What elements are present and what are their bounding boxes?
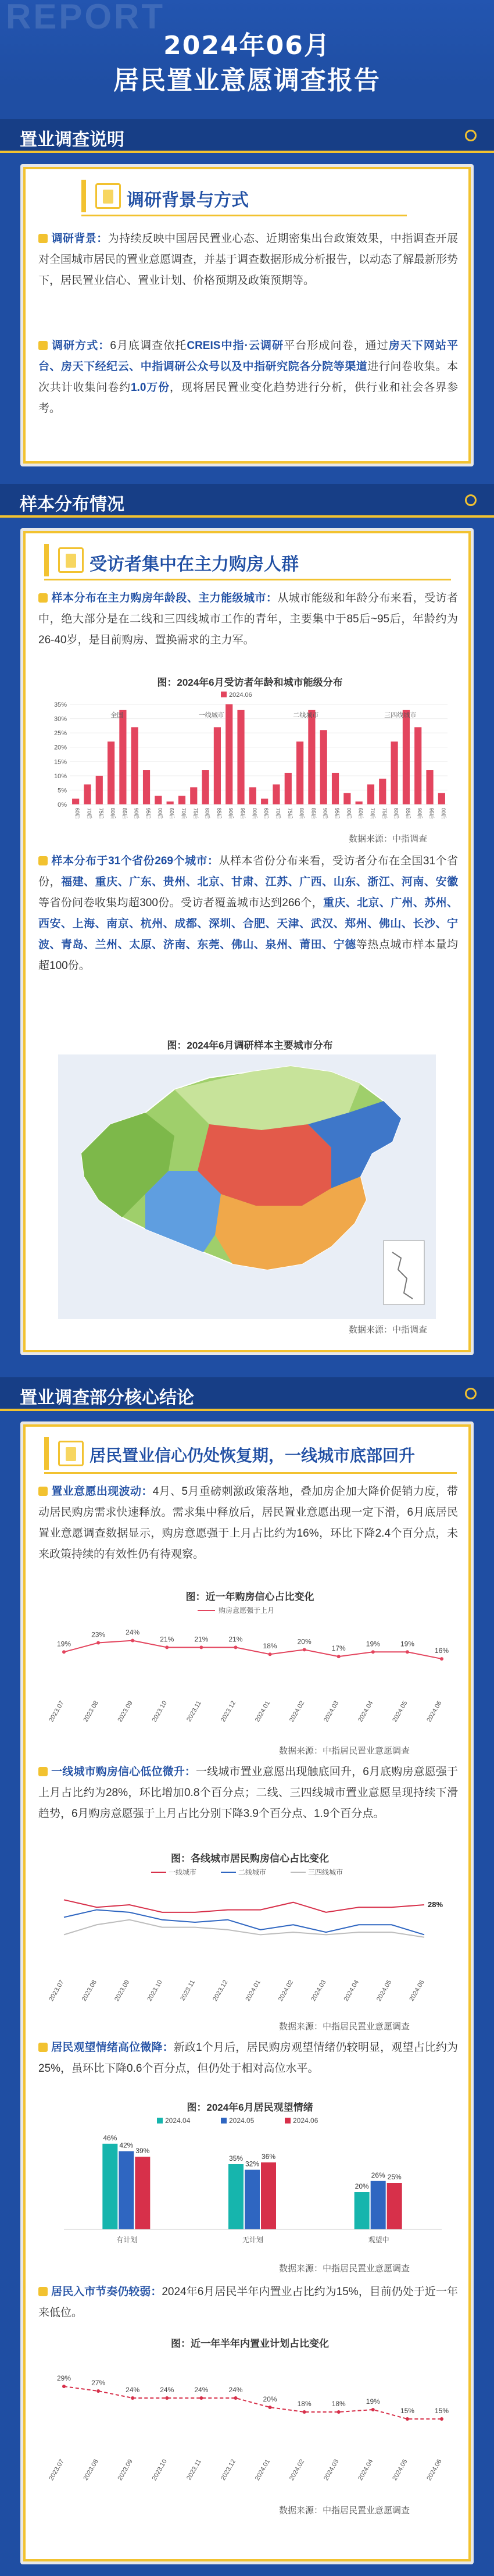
text: 从城市能级和年龄分布来看，受访者中，绝大部分是在二线和三四线城市工作的青年，主要集中于85后~95后，年龄约为26-40岁，是目前购房、置换需求的主力军。 (38, 592, 458, 646)
paragraph-wait (38, 2037, 458, 2079)
bullet-icon (38, 341, 48, 350)
header-ghost-text: REPORT (6, 0, 166, 36)
ring-icon (465, 494, 477, 506)
bar (414, 727, 421, 804)
x-tick-label: 75后 (98, 808, 104, 820)
data-point (62, 1650, 66, 1654)
y-tick-label: 5% (58, 787, 67, 794)
legend-label: 2024.06 (293, 2117, 318, 2125)
paragraph-method (38, 336, 458, 419)
tier-confidence-line-chart (46, 1864, 453, 2016)
legend-label: 2024.05 (229, 2117, 255, 2125)
data-label: 21% (228, 1635, 243, 1644)
x-tick-label: 75后 (287, 808, 293, 820)
x-tick-label: 2024.04 (357, 1699, 375, 1723)
bar (387, 2183, 402, 2229)
x-tick-label: 有计划 (116, 2236, 138, 2244)
section-stripe (0, 151, 494, 153)
label: 居民入市节奏仍较弱： (51, 2286, 162, 2298)
y-tick-label: 30% (53, 715, 67, 723)
x-tick-label: 2023.12 (219, 2458, 238, 2482)
label: 居民观望情绪高位微降： (51, 2041, 174, 2054)
series-line (64, 1641, 442, 1659)
data-label: 19% (56, 1640, 71, 1648)
x-tick-label: 2023.09 (116, 1699, 134, 1723)
bullet-icon (38, 1487, 48, 1496)
chart-source: 数据来源：中指调查 (349, 834, 428, 844)
legend-label: 购房意愿强于上月 (219, 1606, 275, 1615)
group-label: 二线城市 (293, 712, 319, 719)
legend-label: 2024.04 (165, 2117, 191, 2125)
section-stripe (0, 515, 494, 518)
x-tick-label: 2023.12 (212, 1979, 230, 2003)
text: 从样本省份分布来看，受访者分布在全国31个省份， (38, 855, 458, 888)
x-tick-label: 85后 (404, 808, 411, 820)
bar (355, 2192, 370, 2229)
bar (143, 770, 150, 804)
data-label: 20% (297, 1637, 312, 1646)
x-tick-label: 85后 (310, 808, 317, 820)
legend-swatch (285, 2118, 291, 2123)
card-conclusion (20, 1421, 474, 2564)
x-tick-label: 2023.09 (113, 1979, 131, 2003)
series-line (64, 1920, 424, 1937)
bar (214, 727, 221, 804)
age-city-bar-chart (46, 688, 453, 830)
data-label: 15% (434, 2407, 449, 2415)
text: 为持续反映中国居民置业心态、近期密集出台政策效果，中指调查开展对全国城市居民的置业意愿调查，并基于调查数据形成分析报告，以动态了解最新形势下，居民置业信心、置业计划、价格预期及政策预期等。 (38, 233, 459, 287)
data-label: 24% (160, 2386, 174, 2394)
x-tick-label: 85后 (216, 808, 222, 820)
data-point (269, 1652, 272, 1656)
label: 一线城市购房信心低位微升： (51, 1766, 196, 1778)
x-tick-label: 2023.08 (80, 1979, 98, 2003)
highlight: 重庆、北京、广州、苏州、西安、上海、南京、杭州、成都、深圳、合肥、天津、武汉、郑州、佛山、长沙、宁波、青岛、兰州、太原、济南、东莞、佛山、泉州、莆田、宁德 (38, 897, 458, 951)
bar (135, 2157, 150, 2229)
data-label: 20% (263, 2395, 277, 2403)
data-point (440, 2417, 443, 2421)
chart-title: 图：各线城市居民购房信心占比变化 (171, 1853, 329, 1864)
chart-source: 数据来源：中指居民置业意愿调查 (279, 2022, 410, 2032)
bar (438, 793, 445, 804)
x-tick-label: 2024.06 (425, 1699, 443, 1723)
data-label: 20% (355, 2182, 369, 2190)
bar (356, 801, 363, 804)
legend-label: 三四线城市 (308, 1868, 343, 1876)
x-tick-label: 2023.11 (185, 2458, 203, 2482)
bar (72, 799, 79, 804)
x-tick-label: 2024.05 (391, 1699, 409, 1723)
data-point (303, 2410, 306, 2414)
x-tick-label: 2023.08 (82, 2458, 100, 2482)
data-label: 46% (103, 2133, 117, 2142)
document-icon (58, 547, 84, 573)
chart-title: 图：近一年购房信心占比变化 (185, 1591, 314, 1602)
card-tag (44, 544, 451, 576)
x-tick-label: 2024.03 (323, 2458, 341, 2482)
y-tick-label: 15% (53, 758, 67, 766)
text: 4月、5月重磅刺激政策落地，叠加房企加大降价促销力度，带动居民购房需求快速释放。需求集中释放后，居民置业意愿出现一定下滑，6月底居民置业意愿调查数据显示，购房意愿强于上月占比约为16%，环比下降2.4个百分点，未来政策持续的有效性仍有待观察。 (38, 1485, 458, 1560)
data-point (303, 1648, 306, 1651)
data-label: 42% (119, 2141, 134, 2150)
chart-source: 数据来源：中指居民置业意愿调查 (279, 2506, 410, 2516)
card-tag-title: 调研背景与方式 (127, 190, 249, 211)
x-tick-label: 90后 (228, 808, 234, 820)
paragraph-background (38, 229, 458, 291)
bar (225, 704, 232, 804)
series-line (64, 1900, 424, 1912)
x-tick-label: 2024.04 (357, 2458, 375, 2482)
bar (308, 710, 315, 804)
label: 调研背景： (51, 233, 108, 245)
bar (228, 2164, 244, 2229)
x-tick-label: 2023.08 (82, 1699, 100, 1723)
data-point (406, 2417, 409, 2421)
x-tick-label: 2024.02 (277, 1979, 295, 2003)
x-tick-label: 2024.06 (425, 2458, 443, 2482)
group-label: 全国 (110, 712, 124, 719)
x-tick-label: 80后 (299, 808, 305, 820)
card-sample-distribution (20, 528, 474, 1355)
x-tick-label: 70后 (369, 808, 375, 820)
data-point (371, 2408, 375, 2411)
section-bar-conclusion (0, 1377, 494, 1411)
bar (108, 742, 114, 804)
x-tick-label: 80后 (204, 808, 210, 820)
x-tick-label: 80后 (393, 808, 399, 820)
data-label: 21% (160, 1635, 174, 1644)
legend-label: 一线城市 (169, 1868, 197, 1876)
x-tick-label: 2023.12 (219, 1699, 238, 1723)
bar (285, 773, 292, 804)
x-tick-label: 2024.01 (253, 2458, 272, 2482)
data-label: 26% (371, 2171, 385, 2179)
data-point (269, 2406, 272, 2409)
x-tick-label: 95后 (334, 808, 341, 820)
label: 样本分布在主力购房年龄段、主力能级城市： (51, 592, 278, 604)
x-tick-label: 2023.11 (185, 1699, 203, 1723)
data-label: 19% (366, 2397, 380, 2406)
card-tag-title: 受访者集中在主力购房人群 (90, 554, 299, 575)
ring-icon (465, 130, 477, 141)
text: 2024年6月居民半年内置业占比约为15%，目前仍处于近一年来低位。 (38, 2286, 458, 2319)
y-tick-label: 0% (58, 801, 67, 808)
y-tick-label: 20% (53, 744, 67, 751)
bar (367, 785, 374, 804)
series-line (64, 1910, 424, 1935)
bar (102, 2144, 117, 2229)
data-label: 25% (387, 2173, 402, 2181)
x-tick-label: 2023.10 (151, 2458, 169, 2482)
chart-title: 图：2024年6月受访者年龄和城市能级分布 (157, 677, 343, 688)
map-title: 图：2024年6月调研样本主要城市分布 (167, 1040, 333, 1051)
header-title-date: 2024年06月 (163, 31, 331, 60)
x-tick-label: 75后 (381, 808, 388, 820)
chart-title: 图：近一年半年内置业计划占比变化 (171, 2338, 329, 2349)
text: 等热点城市样本量均超100份。 (38, 939, 458, 972)
bar (167, 801, 174, 804)
report-header (0, 0, 494, 95)
data-point (96, 2389, 100, 2393)
x-tick-label: 2023.07 (48, 1699, 66, 1723)
data-point (199, 2396, 203, 2400)
x-tick-label: 00后 (251, 808, 257, 820)
series-line (64, 2386, 442, 2419)
data-point (62, 2385, 66, 2388)
text: 新政1个月后，居民购房观望情绪仍较明显，观望占比约为25%，虽环比下降0.6个百分点，但仍处于相对高位水平。 (38, 2041, 458, 2075)
data-label: 39% (135, 2147, 150, 2155)
text: ，现将居民置业变化趋势进行分析，供行业和社会各界参考。 (38, 382, 458, 415)
legend-swatch (157, 2118, 163, 2123)
bullet-icon (38, 593, 48, 603)
bar (296, 742, 303, 804)
x-tick-label: 2024.03 (323, 1699, 341, 1723)
bar (119, 710, 126, 804)
x-tick-label: 75后 (192, 808, 199, 820)
data-label: 23% (91, 1630, 106, 1639)
text: 平台形成问卷，通过 (284, 340, 389, 352)
label: 置业意愿出现波动： (51, 1485, 153, 1498)
card-survey-background (20, 164, 474, 466)
bar (178, 796, 185, 804)
data-point (234, 2396, 237, 2400)
bar (202, 770, 209, 804)
data-point (337, 2410, 341, 2414)
x-tick-label: 2023.11 (179, 1979, 197, 2003)
x-tick-label: 2024.06 (408, 1979, 426, 2003)
divider (44, 1472, 457, 1474)
data-label: 24% (126, 1628, 140, 1637)
header-title-main: 居民置业意愿调查报告 (113, 66, 381, 95)
data-point (131, 2396, 134, 2400)
x-tick-label: 无计划 (242, 2236, 264, 2244)
highlight: 福建、重庆、广东、贵州、北京、甘肃、江苏、广西、山东、浙江、河南、安徽 (61, 876, 458, 888)
paragraph-province (38, 851, 458, 977)
text: 进行问卷收集。本次共计收集问卷约 (38, 361, 458, 394)
bullet-icon (38, 234, 48, 243)
bar (403, 710, 410, 804)
bar (261, 2162, 276, 2229)
card-tag (81, 180, 407, 212)
paragraph-pace (38, 2282, 458, 2324)
data-point (371, 1650, 375, 1654)
bar (391, 742, 398, 804)
card-tag-title: 居民置业信心仍处恢复期，一线城市底部回升 (90, 1446, 416, 1465)
data-label: 24% (194, 2386, 209, 2394)
label: 调研方式： (51, 340, 110, 352)
legend-label: 二线城市 (238, 1868, 267, 1876)
x-tick-label: 90后 (417, 808, 423, 820)
map-region-southwest (145, 1171, 221, 1252)
y-tick-label: 25% (53, 730, 67, 737)
data-label: 21% (194, 1635, 209, 1644)
x-tick-label: 2024.01 (253, 1699, 272, 1723)
x-tick-label: 60后 (357, 808, 364, 820)
x-tick-label: 95后 (239, 808, 246, 820)
data-label: 15% (400, 2407, 414, 2415)
bullet-icon (38, 2043, 48, 2052)
bar (371, 2181, 386, 2229)
bar (245, 2170, 260, 2229)
x-tick-label: 60后 (169, 808, 175, 820)
x-tick-label: 2024.01 (244, 1979, 262, 2003)
half-year-plan-line-chart (46, 2349, 453, 2500)
chart-source: 数据来源：中指居民置业意愿调查 (279, 2264, 410, 2274)
x-tick-label: 观望中 (368, 2236, 389, 2244)
x-tick-label: 2023.07 (48, 1979, 66, 2003)
x-tick-label: 00后 (346, 808, 352, 820)
bar (237, 710, 244, 804)
bar (190, 788, 197, 804)
bar (261, 799, 268, 804)
map-inset-box (384, 1241, 424, 1305)
x-tick-label: 2024.02 (288, 1699, 306, 1723)
highlight: 1.0万份 (130, 382, 170, 394)
data-label: 35% (228, 2154, 244, 2162)
document-icon (95, 183, 121, 209)
bar (343, 793, 350, 804)
data-label: 17% (331, 1644, 346, 1653)
data-label: 36% (261, 2152, 276, 2161)
data-point (337, 1655, 341, 1658)
data-point (406, 1650, 409, 1654)
paragraph-intent (38, 1481, 458, 1565)
section-stripe (0, 1409, 494, 1411)
bar (119, 2151, 134, 2229)
section-bar-sample (0, 484, 494, 518)
map-source: 数据来源：中指调查 (349, 1325, 428, 1335)
x-tick-label: 00后 (440, 808, 446, 820)
data-point (131, 1639, 134, 1642)
end-label: 28% (428, 1900, 443, 1909)
x-tick-label: 2023.10 (146, 1979, 164, 2003)
y-tick-label: 35% (53, 701, 67, 708)
text: 等省份问卷收集均超300份。受访者覆盖城市达到266个， (38, 897, 324, 909)
data-label: 16% (434, 1647, 449, 1655)
y-tick-label: 10% (53, 772, 67, 780)
data-label: 24% (228, 2386, 243, 2394)
data-label: 24% (126, 2386, 140, 2394)
legend-label: 2024.06 (229, 692, 252, 699)
paragraph-tier1 (38, 1762, 458, 1825)
wait-sentiment-bar-chart (46, 2113, 453, 2258)
data-label: 18% (263, 1642, 277, 1651)
data-label: 18% (297, 2400, 312, 2408)
x-tick-label: 60后 (74, 808, 81, 820)
x-tick-label: 2024.05 (391, 2458, 409, 2482)
x-tick-label: 70后 (275, 808, 281, 820)
x-tick-label: 2023.09 (116, 2458, 134, 2482)
bullet-icon (38, 1767, 48, 1776)
bullet-icon (38, 2287, 48, 2296)
label: 样本分布于31个省份269个城市： (51, 855, 219, 867)
data-label: 32% (245, 2160, 260, 2168)
x-tick-label: 80后 (110, 808, 116, 820)
data-point (165, 1645, 169, 1649)
bar (332, 773, 339, 804)
divider (44, 579, 451, 580)
x-tick-label: 2023.10 (151, 1699, 169, 1723)
x-tick-label: 2024.04 (342, 1979, 360, 2003)
x-tick-label: 2024.03 (310, 1979, 328, 2003)
bar (84, 785, 91, 804)
legend-swatch (221, 2118, 227, 2123)
section-bar-survey-desc (0, 119, 494, 153)
bar (131, 727, 138, 804)
x-tick-label: 2024.02 (288, 2458, 306, 2482)
x-tick-label: 95后 (145, 808, 152, 820)
legend-swatch (221, 692, 227, 697)
data-point (96, 1641, 100, 1645)
section-title: 置业调查部分核心结论 (20, 1388, 194, 1408)
x-tick-label: 00后 (157, 808, 163, 820)
chart-title: 图：2024年6月居民观望情绪 (187, 2102, 313, 2113)
text: 6月底调查依托 (110, 340, 187, 352)
bar (426, 770, 433, 804)
bar (249, 788, 256, 804)
data-point (234, 1645, 237, 1649)
x-tick-label: 60后 (263, 808, 270, 820)
paragraph-age-city (38, 588, 458, 651)
x-tick-label: 70后 (180, 808, 187, 820)
bar (379, 779, 386, 804)
highlight: CREIS中指·云调研 (187, 340, 284, 352)
x-tick-label: 2024.05 (375, 1979, 393, 2003)
bar (320, 730, 327, 804)
x-tick-label: 2023.07 (48, 2458, 66, 2482)
section-title: 置业调查说明 (20, 130, 124, 150)
card-tag (44, 1437, 457, 1470)
text: 一线城市置业意愿出现触底回升，6月底购房意愿强于上月占比约为28%，环比增加0.8个百分点；二线、三四线城市置业意愿呈现持续下滑趋势，6月购房意愿强于上月占比分别下降3.9个百分点、1.9个百分点。 (38, 1766, 458, 1820)
x-tick-label: 90后 (322, 808, 328, 820)
x-tick-label: 95后 (428, 808, 435, 820)
x-tick-label: 90后 (133, 808, 139, 820)
ring-icon (465, 1388, 477, 1399)
x-tick-label: 85后 (121, 808, 128, 820)
group-label: 一线城市 (198, 712, 224, 719)
section-title: 样本分布情况 (20, 494, 124, 515)
document-icon (58, 1441, 84, 1466)
data-point (440, 1657, 443, 1661)
divider (81, 215, 407, 216)
bar (273, 785, 280, 804)
x-tick-label: 70后 (86, 808, 92, 820)
bullet-icon (38, 856, 48, 865)
data-label: 18% (331, 2400, 346, 2408)
data-label: 19% (400, 1640, 414, 1648)
chart-source: 数据来源：中指居民置业意愿调查 (279, 1746, 410, 1756)
confidence-line-chart (46, 1602, 453, 1742)
highlight: 房天下网站平台、房天下经纪云、中指调研公众号以及中指研究院各分院等渠道 (38, 340, 458, 373)
data-label: 27% (91, 2379, 106, 2387)
data-label: 19% (366, 1640, 380, 1648)
bar (155, 796, 162, 804)
group-label: 三四线城市 (384, 712, 417, 719)
bar (96, 776, 103, 804)
china-sample-map (58, 1054, 436, 1319)
data-point (199, 1645, 203, 1649)
data-label: 29% (56, 2374, 71, 2382)
data-point (165, 2396, 169, 2400)
